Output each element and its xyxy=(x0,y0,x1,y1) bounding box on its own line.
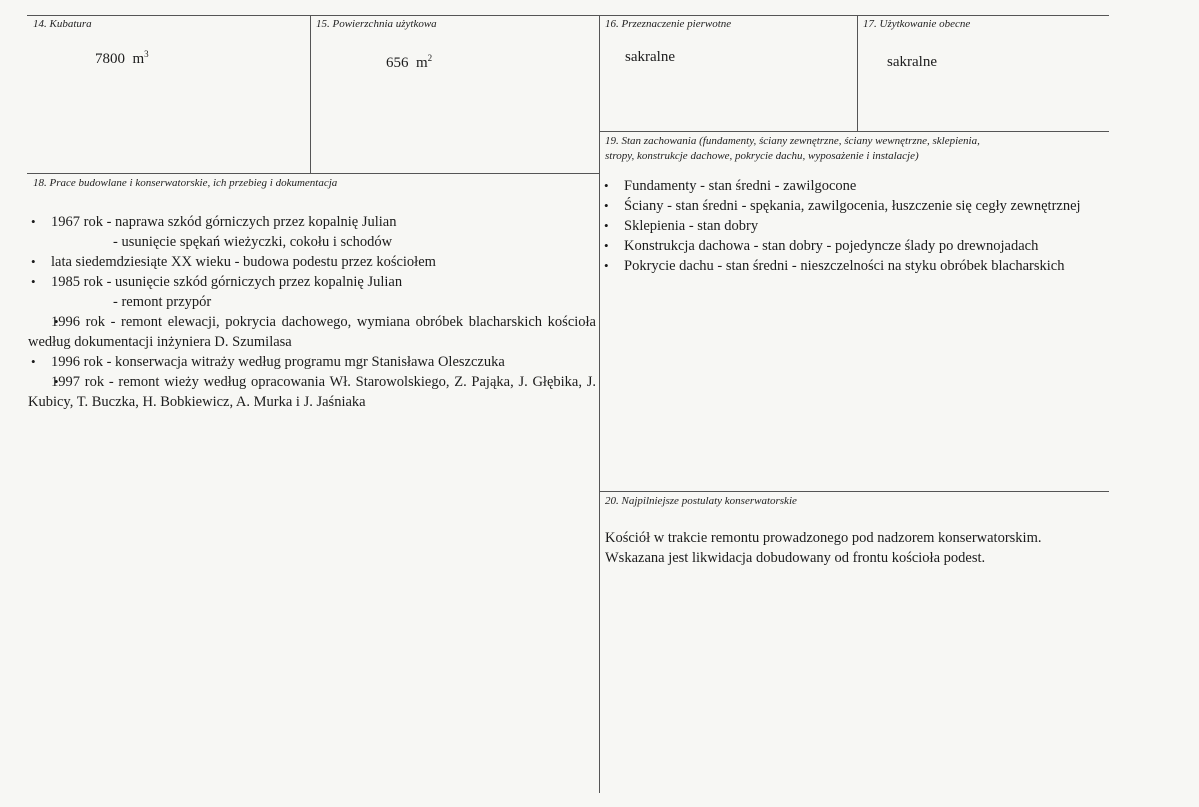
recommendations-text: Kościół w trakcie remontu prowadzonego pod nadzorem konserwatorskim. Wskazana jest likwidacja dobudowany od frontu kościoła podest. xyxy=(605,530,1042,566)
list-item: • Ściany - stan średni - spękania, zawilgocenia, łuszczenie się cegły zewnętrznej xyxy=(601,196,1091,216)
cell-17-value: sakralne xyxy=(887,54,937,70)
list-item: • Konstrukcja dachowa - stan dobry - pojedyncze ślady po drewnojadach xyxy=(601,236,1091,256)
area-number: 656 xyxy=(386,55,409,71)
volume-unit: m xyxy=(132,51,145,67)
volume-number: 7800 xyxy=(95,51,125,67)
cell-18-label: 18. Prace budowlane i konserwatorskie, ich przebieg i dokumentacja xyxy=(33,177,338,189)
list-item: • 1997 rok - remont wieży według opracowania Wł. Starowolskiego, Z. Pająka, J. Głębika, J. Kubicy, T. Buczka, H. Bobkiewicz, A. Murka i J. Jaśniaka xyxy=(28,372,596,412)
list-item: • 1996 rok - konserwacja witraży według programu mgr Stanisława Oleszczuka xyxy=(28,352,596,372)
area-unit: m xyxy=(416,55,428,71)
cell-15-value xyxy=(386,55,432,72)
list-item: • 1996 rok - remont elewacji, pokrycia dachowego, wymiana obróbek blacharskich kościoła według dokumentacji inżyniera D. Szumilasa xyxy=(28,312,596,352)
list-item: • Fundamenty - stan średni - zawilgocone xyxy=(601,176,1091,196)
area-exponent: 2 xyxy=(427,53,433,63)
divider-16-17 xyxy=(857,15,858,131)
cell-17-label: 17. Użytkowanie obecne xyxy=(863,18,971,30)
cell-16-value: sakralne xyxy=(625,49,675,65)
list-item: • Sklepienia - stan dobry xyxy=(601,216,1091,236)
list-item: • 1985 rok - usunięcie szkód górniczych przez kopalnię Julian - remont przypór xyxy=(28,272,596,312)
cell-14-value xyxy=(95,51,149,68)
works-list xyxy=(28,212,596,412)
divider-row-20 xyxy=(599,491,1109,492)
volume-exponent: 3 xyxy=(144,49,149,59)
top-border xyxy=(27,15,1109,16)
cell-19-label: 19. Stan zachowania (fundamenty, ściany zewnętrzne, ściany wewnętrzne, sklepienia, stropy, konstrukcje dachowe, pokrycie dachu, wyposażenie i instalacje) xyxy=(605,135,980,162)
cell-20-label: 20. Najpilniejsze postulaty konserwatorskie xyxy=(605,495,797,507)
list-item: • lata siedemdziesiąte XX wieku - budowa podestu przez kościołem xyxy=(28,252,596,272)
list-item: • 1967 rok - naprawa szkód górniczych przez kopalnię Julian - usunięcie spękań wieżyczki, cokołu i schodów xyxy=(28,212,596,252)
cell-16-label: 16. Przeznaczenie pierwotne xyxy=(605,18,732,30)
divider-row-18 xyxy=(27,173,599,174)
cell-15-label: 15. Powierzchnia użytkowa xyxy=(316,18,437,30)
cell-14-label: 14. Kubatura xyxy=(33,18,92,30)
condition-list xyxy=(601,176,1091,276)
list-item: • Pokrycie dachu - stan średni - nieszczelności na styku obróbek blacharskich xyxy=(601,256,1091,276)
divider-14-15 xyxy=(310,15,311,173)
divider-row-19 xyxy=(599,131,1109,132)
